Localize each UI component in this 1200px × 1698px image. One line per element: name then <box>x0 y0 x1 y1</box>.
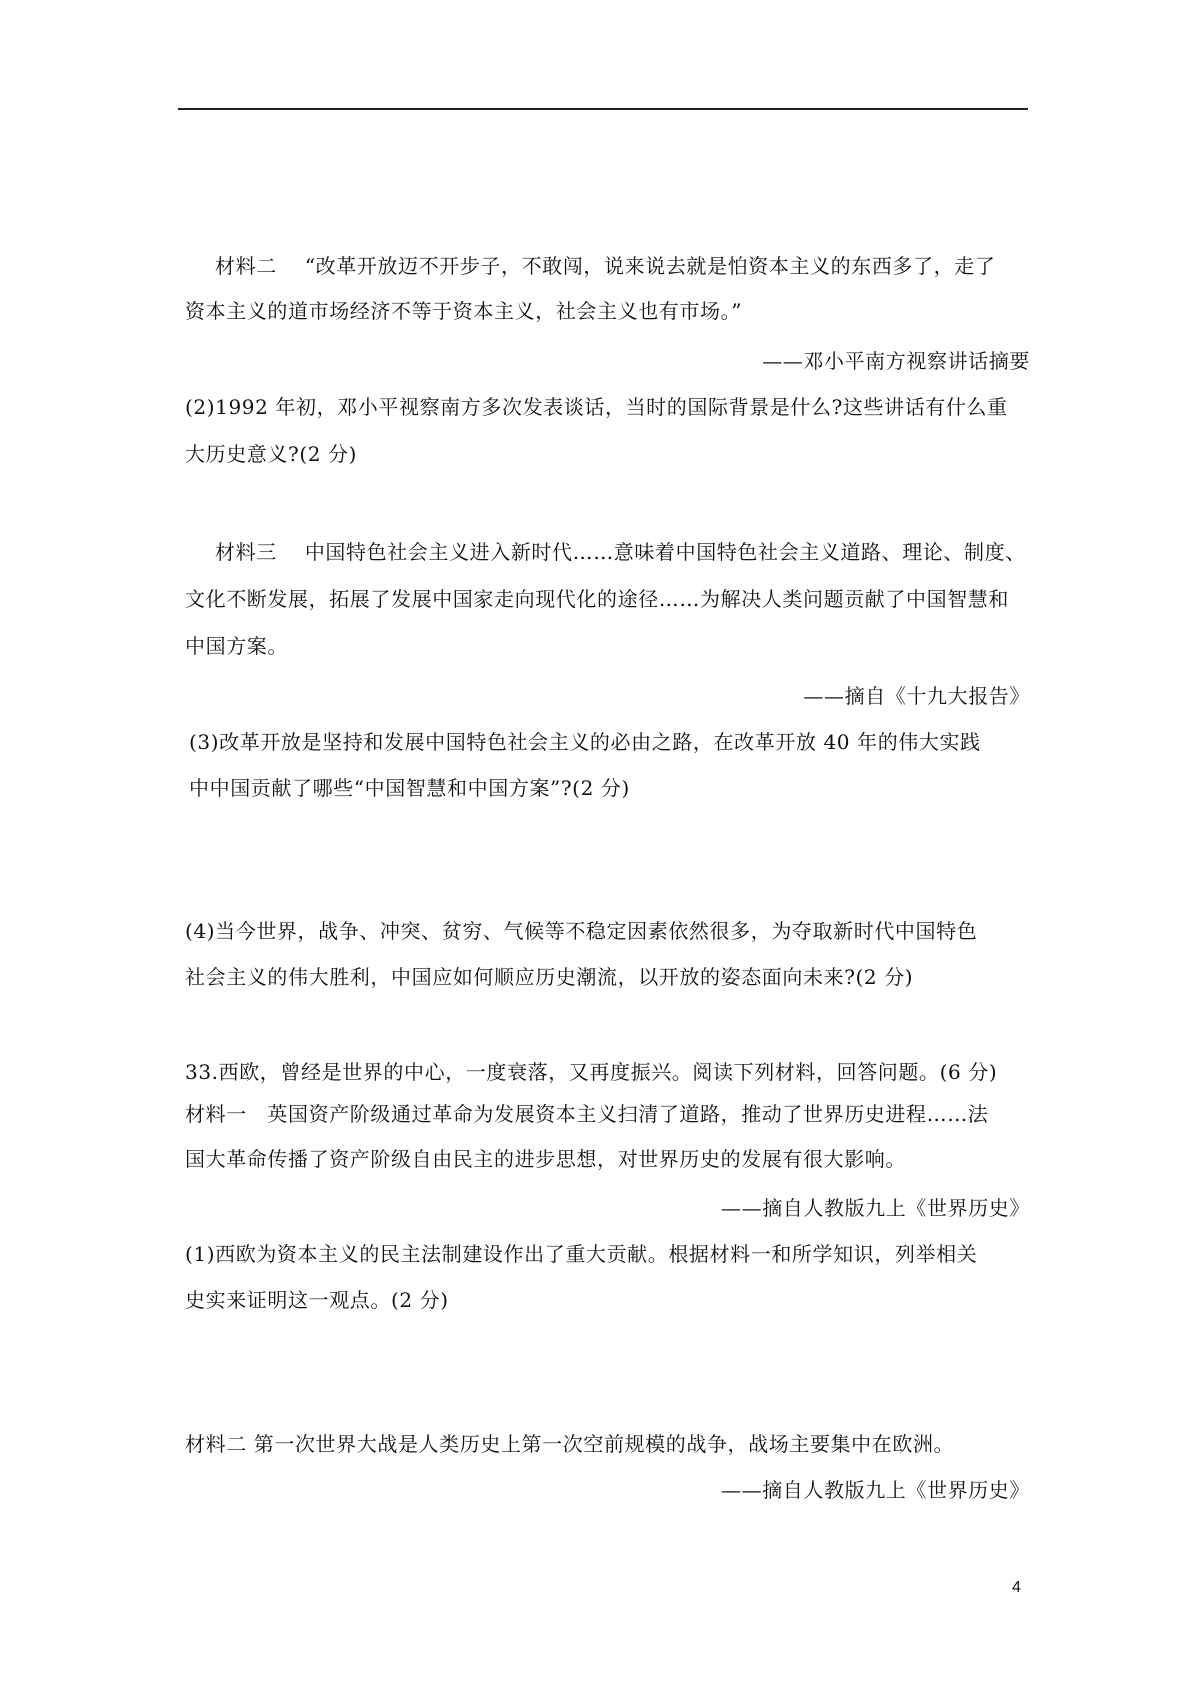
q32-material2-label: 材料二 <box>215 254 277 278</box>
q32-material3-line1 <box>215 538 1026 566</box>
q32-material3-line2: 文化不断发展，拓展了发展中国家走向现代化的途径……为解决人类问题贡献了中国智慧和 <box>185 587 1009 611</box>
page-number: 4 <box>1012 1579 1021 1596</box>
q32-question4-line1: (4)当今世界，战争、冲突、贫穷、气候等不稳定因素依然很多，为夺取新时代中国特色 <box>185 919 978 943</box>
q32-material3-label: 材料三 <box>215 540 277 564</box>
q33-stem: 33.西欧，曾经是世界的中心，一度衰落，又再度振兴。阅读下列材料，回答问题。(6 分) <box>185 1060 998 1084</box>
q32-material2-text: “改革开放迈不开步子，不敢闯，说来说去就是怕资本主义的东西多了，走了 <box>304 254 996 278</box>
q33-material1-source: ——摘自人教版九上《世界历史》 <box>721 1196 1030 1220</box>
header-rule <box>178 108 1028 110</box>
q32-material2-line1 <box>215 252 995 280</box>
q32-material2-line2: 资本主义的道市场经济不等于资本主义，社会主义也有市场。” <box>185 299 743 323</box>
q32-question3-line2: 中中国贡献了哪些“中国智慧和中国方案”?(2 分) <box>189 776 630 800</box>
q32-material3-text: 中国特色社会主义进入新时代……意味着中国特色社会主义道路、理论、制度、 <box>304 540 1026 564</box>
q33-question1-line1: (1)西欧为资本主义的民主法制建设作出了重大贡献。根据材料一和所学知识，列举相关 <box>185 1242 978 1266</box>
q32-material3-source: ——摘自《十九大报告》 <box>803 684 1030 708</box>
q32-question2-line2: 大历史意义?(2 分) <box>185 442 358 466</box>
q33-material2-source: ——摘自人教版九上《世界历史》 <box>721 1478 1030 1502</box>
q32-question4-line2: 社会主义的伟大胜利，中国应如何顺应历史潮流，以开放的姿态面向未来?(2 分) <box>185 965 914 989</box>
q32-question3-line1: (3)改革开放是坚持和发展中国特色社会主义的必由之路，在改革开放 40 年的伟大实践 <box>189 730 981 754</box>
q33-material2-line1: 材料二 第一次世界大战是人类历史上第一次空前规模的战争，战场主要集中在欧洲。 <box>185 1432 955 1456</box>
q33-material1-line1: 材料一 英国资产阶级通过革命为发展资本主义扫清了道路，推动了世界历史进程……法 <box>185 1102 989 1126</box>
q32-material2-source: ——邓小平南方视察讲话摘要 <box>762 349 1030 373</box>
q33-question1-line2: 史实来证明这一观点。(2 分) <box>185 1288 449 1312</box>
q33-material1-line2: 国大革命传播了资产阶级自由民主的进步思想，对世界历史的发展有很大影响。 <box>185 1147 906 1171</box>
q32-material3-line3: 中国方案。 <box>185 634 288 658</box>
q32-question2-line1: (2)1992 年初，邓小平视察南方多次发表谈话，当时的国际背景是什么?这些讲话有什么重 <box>185 395 1008 419</box>
